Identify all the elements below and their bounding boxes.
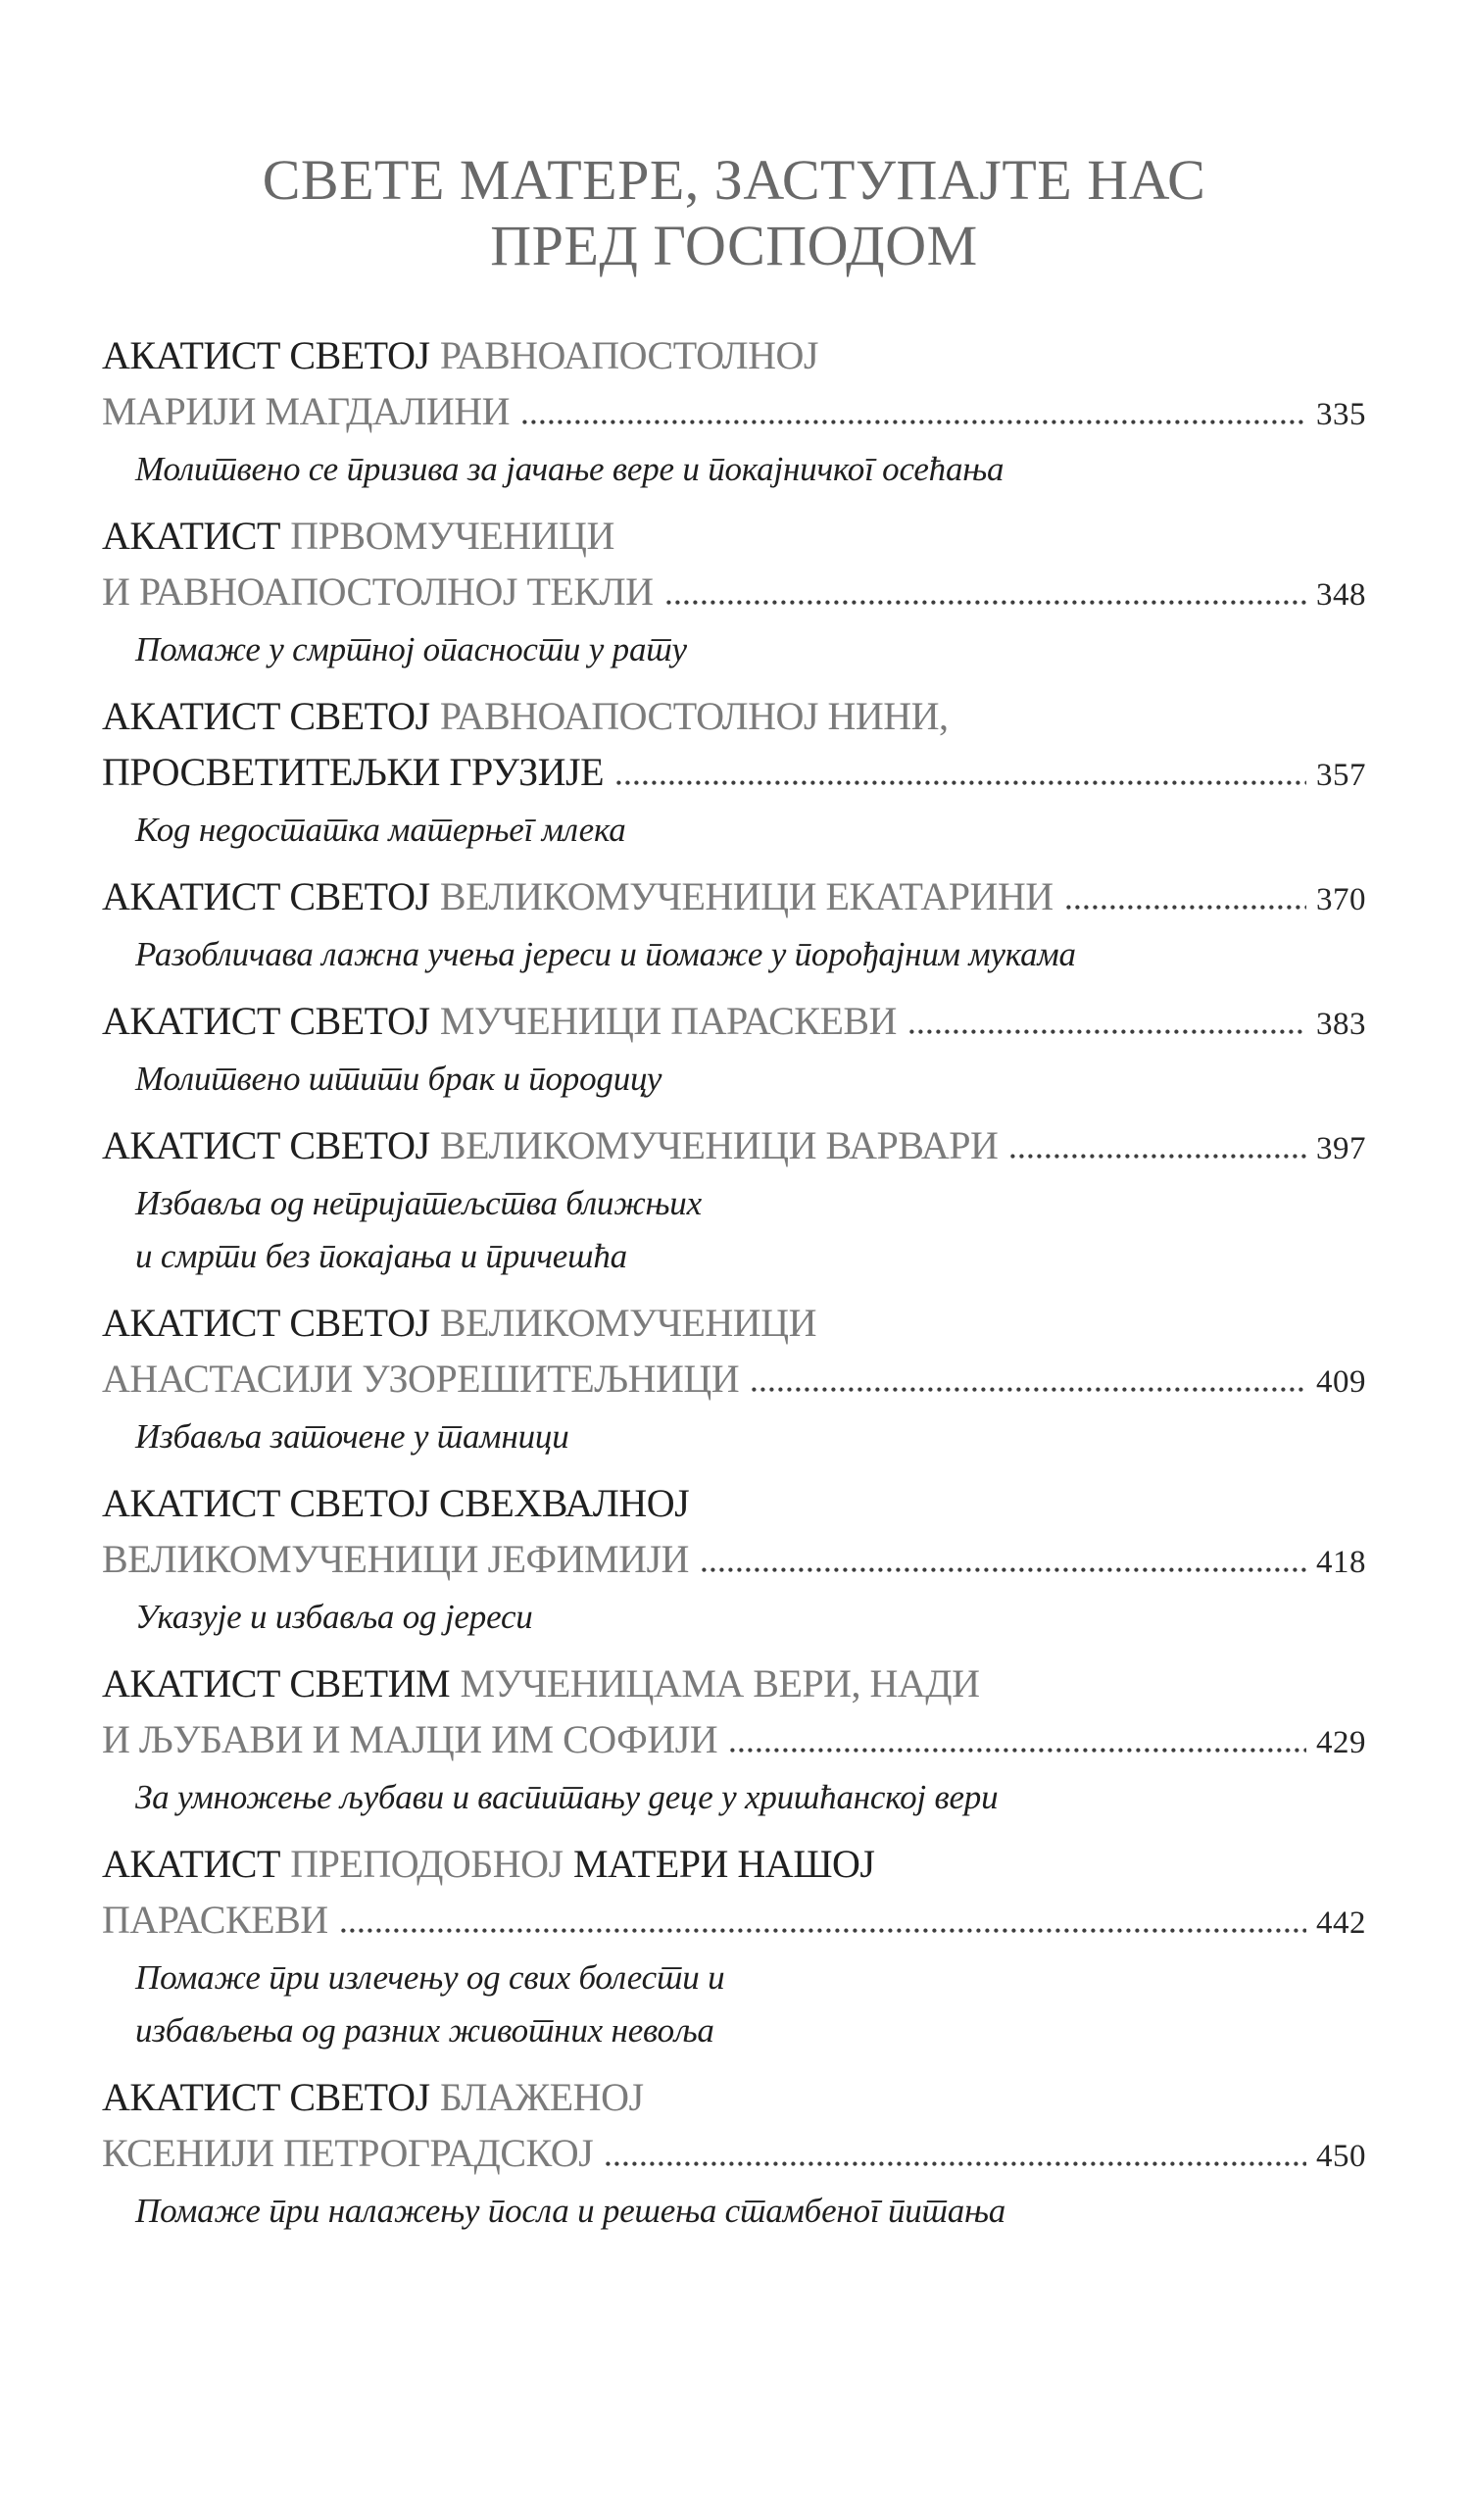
toc-entry-title-segment: МУЧЕНИЦИ ПАРАСКЕВИ — [439, 999, 897, 1043]
toc-entry-heading-line — [102, 1475, 1366, 1531]
page-number: 370 — [1316, 882, 1366, 917]
toc-entry — [102, 2069, 1366, 2238]
page-number: 450 — [1316, 2139, 1366, 2174]
dot-leader — [606, 2161, 1306, 2166]
toc-entry — [102, 327, 1366, 496]
toc-entry-title-segment: АКАТИСТ — [102, 514, 280, 558]
toc-entry-title-segment: ВЕЛИКОМУЧЕНИЦИ ЕКАТАРИНИ — [439, 874, 1054, 918]
toc-entry-title-segment: ПАРАСКЕВИ — [102, 1898, 328, 1942]
toc-entry — [102, 1836, 1366, 2057]
page-number: 348 — [1316, 577, 1366, 613]
toc-entry-heading-line — [102, 1531, 1366, 1591]
page-title-line: ПРЕД ГОСПОДОМ — [490, 214, 978, 277]
toc-entry — [102, 508, 1366, 676]
toc-entry-title-segment: АКАТИСТ СВЕТОЈ — [102, 694, 430, 738]
toc-entry-description: Разобличава лажна учења јереси и помаже у порођајним мукама — [135, 935, 1076, 973]
toc-entry-title-segment: ПРВОМУЧЕНИЦИ — [290, 514, 614, 558]
toc-entry-title-segment: ВЕЛИКОМУЧЕНИЦИ ЈЕФИМИЈИ — [102, 1537, 689, 1581]
toc-entry-title-segment: АКАТИСТ СВЕТОЈ — [102, 874, 430, 918]
toc-entry-heading-line — [102, 868, 1366, 928]
dot-leader — [730, 1748, 1306, 1753]
toc-entry-heading-line — [102, 1117, 1366, 1177]
toc-entry — [102, 1475, 1366, 1644]
toc-entry-description: Молитвено се призива за јачање вере и покајничког осећања — [135, 450, 1004, 488]
toc-entry-description: Избавља заточене у тамници — [135, 1417, 569, 1456]
toc-entry-heading-line — [102, 383, 1366, 443]
toc-entry-heading-line — [102, 1351, 1366, 1410]
toc-entry-heading-line — [102, 2069, 1366, 2125]
toc-entry — [102, 993, 1366, 1106]
page-title-line: СВЕТЕ МАТЕРЕ, ЗАСТУПАЈТЕ НАС — [262, 148, 1206, 212]
dot-leader — [616, 780, 1306, 785]
toc-entry-title-segment: АКАТИСТ СВЕТОЈ — [102, 999, 430, 1043]
toc-entry-title-segment: АКАТИСТ СВЕТОЈ — [102, 1301, 430, 1345]
toc-entry-title-segment: ВЕЛИКОМУЧЕНИЦИ — [439, 1301, 816, 1345]
toc-entry — [102, 1655, 1366, 1824]
toc-entry-title-segment: АКАТИСТ СВЕТОЈ СВЕХВАЛНОЈ — [102, 1481, 690, 1525]
page-number: 409 — [1316, 1364, 1366, 1400]
toc-entry-description: Помаже при налажењу посла и решења стамбеног питања — [135, 2192, 1006, 2230]
toc-entry — [102, 1117, 1366, 1283]
dot-leader — [522, 420, 1306, 424]
page-number: 397 — [1316, 1131, 1366, 1166]
dot-leader — [341, 1928, 1306, 1933]
toc-entry-title-segment: БЛАЖЕНОЈ — [439, 2075, 644, 2119]
toc-entry-heading-line — [102, 1892, 1366, 1952]
dot-leader — [1066, 905, 1306, 910]
page-title — [102, 147, 1366, 278]
dot-leader — [1010, 1154, 1306, 1159]
toc-entry-heading-line — [102, 1655, 1366, 1711]
toc-entry-title-segment: АКАТИСТ СВЕТОЈ — [102, 333, 430, 377]
toc-entry-description: Код недостатка матерњег млека — [135, 811, 626, 849]
toc-entry-title-segment: И РАВНОАПОСТОЛНОЈ ТЕКЛИ — [102, 569, 654, 614]
toc-entry-title-segment: МАТЕРИ НАШОЈ — [572, 1842, 875, 1886]
toc-entry-title-segment: АКАТИСТ СВЕТОЈ — [102, 1123, 430, 1167]
page-number: 418 — [1316, 1545, 1366, 1580]
toc-entry-title-segment: РАВНОАПОСТОЛНОЈ НИНИ, — [439, 694, 949, 738]
toc-entry-heading-line — [102, 1711, 1366, 1771]
toc-entry-title-segment: ПРЕПОДОБНОЈ — [290, 1842, 564, 1886]
page-number: 429 — [1316, 1725, 1366, 1760]
toc-entry-title-segment: ВЕЛИКОМУЧЕНИЦИ ВАРВАРИ — [439, 1123, 999, 1167]
toc-entry-description: Помаже у смртној опасности у рату — [135, 630, 687, 668]
toc-entry-heading-line — [102, 327, 1366, 383]
toc-entry-title-segment: РАВНОАПОСТОЛНОЈ — [439, 333, 818, 377]
toc-entry-title-segment: АКАТИСТ — [102, 1842, 280, 1886]
toc-entry-heading-line — [102, 1836, 1366, 1892]
toc-entry-heading-line — [102, 688, 1366, 744]
toc-entry-title-segment: КСЕНИЈИ ПЕТРОГРАДСКОЈ — [102, 2131, 594, 2175]
toc-entry — [102, 1295, 1366, 1463]
toc-entry-description: За умножење љубави и васпитању деце у хришћанској вери — [135, 1778, 999, 1816]
toc-entry-description: Помаже при излечењу од свих болести и — [135, 1958, 725, 1997]
dot-leader — [909, 1029, 1306, 1034]
toc-entry-description: Указује и избавља од јереси — [135, 1598, 533, 1636]
toc-entry-title-segment: АНАСТАСИЈИ УЗОРЕШИТЕЉНИЦИ — [102, 1357, 740, 1401]
toc-entry — [102, 868, 1366, 981]
page-number: 383 — [1316, 1007, 1366, 1042]
dot-leader — [666, 600, 1306, 605]
toc-entry-heading-line — [102, 508, 1366, 564]
toc-entry-title-segment: МАРИЈИ МАГДАЛИНИ — [102, 389, 511, 433]
toc-entry-title-segment: МУЧЕНИЦАМА ВЕРИ, НАДИ — [460, 1661, 980, 1705]
page-number: 442 — [1316, 1905, 1366, 1941]
toc-entry-description: Молитвено штити брак и породицу — [135, 1060, 662, 1098]
toc-page — [0, 147, 1470, 2520]
toc-entry — [102, 688, 1366, 857]
toc-entry-title-segment: ПРОСВЕТИТЕЉКИ ГРУЗИЈЕ — [102, 750, 605, 794]
toc-entry-description: и смрти без покајања и причешћа — [135, 1237, 627, 1275]
page-number: 335 — [1316, 397, 1366, 432]
toc-entry-title-segment: АКАТИСТ СВЕТИМ — [102, 1661, 451, 1705]
dot-leader — [752, 1387, 1306, 1392]
toc-entry-title-segment: И ЉУБАВИ И МАЈЦИ ИМ СОФИЈИ — [102, 1717, 718, 1761]
toc-entry-title-segment: АКАТИСТ СВЕТОЈ — [102, 2075, 430, 2119]
dot-leader — [702, 1567, 1306, 1572]
toc-entry-heading-line — [102, 744, 1366, 804]
toc-entry-description: Избавља од непријатељства ближњих — [135, 1184, 702, 1222]
toc-entry-heading-line — [102, 2125, 1366, 2185]
toc-entry-heading-line — [102, 993, 1366, 1053]
toc-entry-heading-line — [102, 1295, 1366, 1351]
page-number: 357 — [1316, 758, 1366, 793]
toc-list — [102, 327, 1366, 2238]
toc-entry-description: избављења од разних животних невоља — [135, 2011, 714, 2050]
toc-entry-heading-line — [102, 564, 1366, 623]
